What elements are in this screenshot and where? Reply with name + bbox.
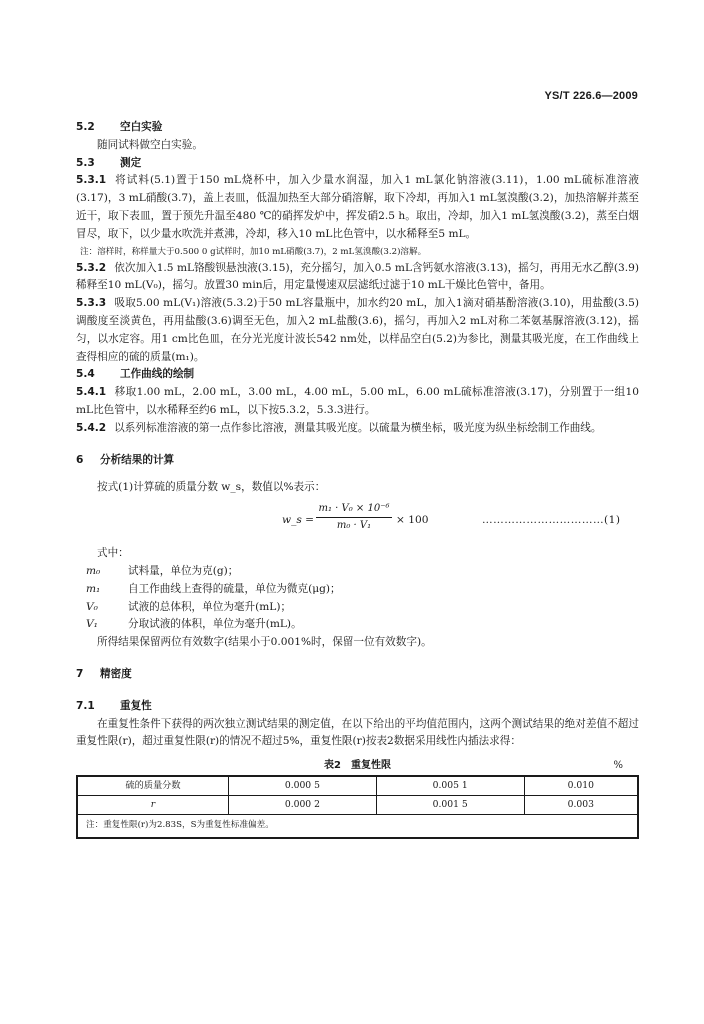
result-precision-text: 所得结果保留两位有效数字(结果小于0.001%时，保留一位有效数字)。 bbox=[97, 636, 432, 649]
table-note-row bbox=[77, 814, 638, 838]
paragraph-5-3-2: 5.3.2 依次加入1.5 mL铬酸钡悬浊液(3.15)，充分摇匀，加入0.5 mL含钙氨水溶液(3.13)，摇匀，再用无水乙醇(3.9)稀释至10 mL(V₀)，摇匀。放置30 min后，用定量慢速双层滤纸过滤于10 mL干燥比色管中，备用。 bbox=[76, 261, 639, 292]
repeatability-table bbox=[76, 775, 639, 839]
paragraph-5-4-1: 5.4.1 移取1.00 mL，2.00 mL，3.00 mL，4.00 mL，5.00 mL，6.00 mL硫标准溶液(3.17)，分别置于一组10 mL比色管中，以水稀释至约6 mL，以下按5.3.2，5.3.3进行。 bbox=[76, 386, 639, 416]
variables-intro: 式中： bbox=[97, 547, 129, 560]
table-cell: 0.000 5 bbox=[229, 776, 377, 795]
section-6-intro: 按式(1)计算硫的质量分数 w_s，数值以%表示： bbox=[97, 481, 326, 494]
table-cell: 0.000 2 bbox=[229, 795, 377, 814]
section-6-heading: 6 分析结果的计算 bbox=[76, 453, 175, 466]
table-cell: 0.005 1 bbox=[376, 776, 524, 795]
variable-item: V₁ 分取试液的体积，单位为毫升(mL)。 bbox=[86, 618, 302, 631]
formula-fraction bbox=[316, 501, 392, 534]
table-cell: 0.003 bbox=[524, 795, 638, 814]
section-7-1-heading: 7.1 重复性 bbox=[76, 699, 152, 712]
formula-1 bbox=[76, 501, 639, 541]
paragraph-5-3-1: 5.3.1 将试料(5.1)置于150 mL烧杯中，加入少量水润湿，加入1 mL氯化钠溶液(3.11)，1.00 mL硫标准溶液(3.17)，3 mL硝酸(3.7)，盖上表皿，低温加热至大部分硝溶解，取下冷却，再加入1 mL氢溴酸(3.2)，加热溶解并蒸至近干，取下表皿，置于预先升温至480 ℃的硝挥发炉中，挥发硝2.5 h。取出，冷却，加入1 mL氢溴酸(3.2)，蒸至白烟冒尽，取下，以少量水吹洗并煮沸，冷却，移入10 mL比色管中，以水稀释至5 mL。 bbox=[76, 174, 639, 240]
formula-multiplier: × 100 bbox=[396, 514, 429, 527]
formula-number: ……………………………(1) bbox=[482, 514, 621, 527]
variable-item: V₀ 试液的总体积，单位为毫升(mL)； bbox=[86, 600, 292, 613]
table-cell: 0.001 5 bbox=[376, 795, 524, 814]
table-unit: % bbox=[613, 760, 623, 772]
document-body bbox=[76, 119, 639, 839]
table-cell: 硫的质量分数 bbox=[77, 776, 229, 795]
variables-list bbox=[78, 563, 639, 634]
paragraph-5-4-2: 5.4.2 以系列标准溶液的第一点作参比溶液，测量其吸光度。以硫量为横坐标，吸光度为纵坐标绘制工作曲线。 bbox=[76, 421, 602, 434]
section-7-heading: 7 精密度 bbox=[76, 667, 132, 680]
table-cell: r bbox=[77, 795, 229, 814]
paragraph-5-3-3: 5.3.3 吸取5.00 mL(V₁)溶液(5.3.2)于50 mL容量瓶中，加水约20 mL，加入1滴对硝基酚溶液(3.10)，用盐酸(3.5)调酸度至淡黄色，再用盐酸(3.6)调至无色，加入2 mL盐酸(3.6)，摇匀，再加入2 mL对称二苯氨基脲溶液(3.12)，摇匀，以水定容。用1 cm比色皿，在分光光度计波长542 nm处，以样品空白(5.2)为参比，测量其吸光度，在工作曲线上查得相应的硫的质量(m₁)。 bbox=[76, 297, 639, 363]
table-caption: 表2 重复性限 % bbox=[76, 757, 639, 775]
table-cell: 0.010 bbox=[524, 776, 638, 795]
variable-item: m₀ 试料量，单位为克(g)； bbox=[86, 564, 239, 577]
section-7-1-text: 在重复性条件下获得的两次独立测试结果的测定值，在以下给出的平均值范围内，这两个测试结果的绝对差值不超过重复性限(r)，超过重复性限(r)的情况不超过5%，重复性限(r)按表2数据采用线性内插法求得： bbox=[76, 717, 639, 748]
section-5-2-text: 随同试料做空白实验。 bbox=[97, 138, 203, 151]
formula-denominator: m₀ · V₁ bbox=[336, 520, 372, 532]
table-row bbox=[77, 795, 638, 814]
note-sample-dissolution: 注：溶样时，称样量大于0.500 0 g试样时，加10 mL硝酸(3.7)，2 mL氢溴酸(3.2)溶解。 bbox=[80, 246, 427, 257]
table-note: 注：重复性限(r)为2.83S，S为重复性标准偏差。 bbox=[77, 814, 638, 838]
table-row bbox=[77, 776, 638, 795]
section-5-3-heading: 5.3 测定 bbox=[76, 156, 142, 169]
section-5-2-heading: 5.2 空白实验 bbox=[76, 121, 163, 133]
formula-lhs: w_s = bbox=[282, 514, 315, 527]
standard-number: YS/T 226.6—2009 bbox=[544, 90, 638, 102]
variable-item: m₁ 自工作曲线上查得的硫量，单位为微克(μg)； bbox=[86, 582, 341, 595]
formula-numerator: m₁ · V₀ × 10⁻⁶ bbox=[316, 501, 392, 518]
section-5-4-heading: 5.4 工作曲线的绘制 bbox=[76, 368, 195, 381]
